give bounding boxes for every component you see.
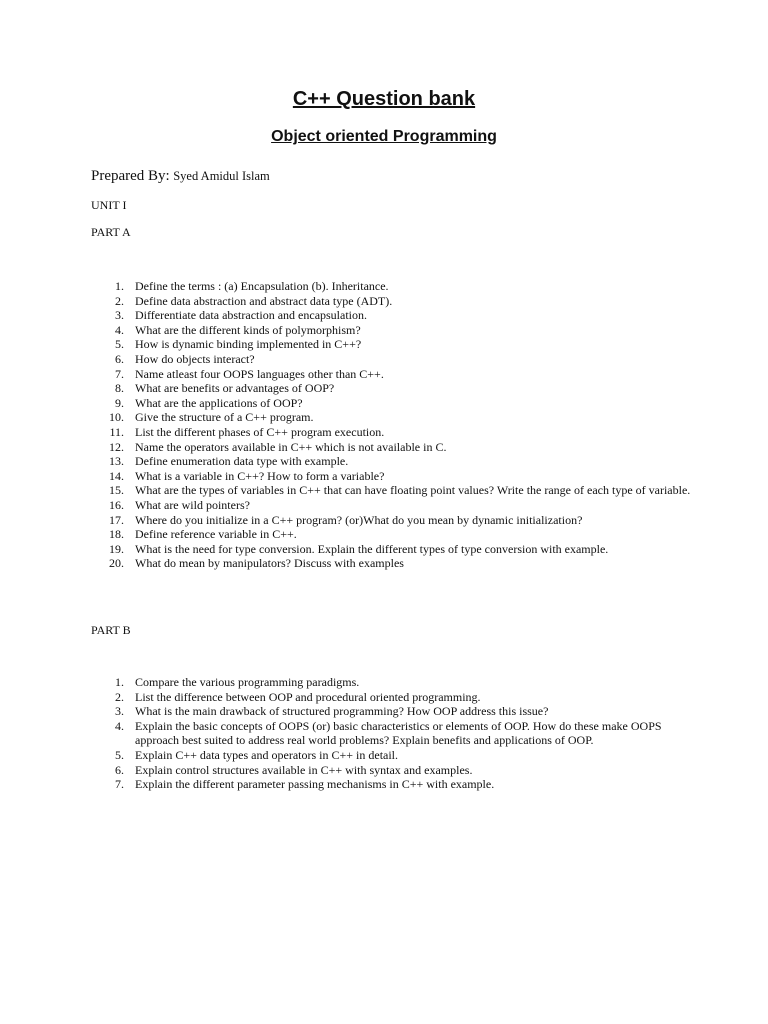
list-item bbox=[91, 323, 691, 338]
question-text: Explain the basic concepts of OOPS (or) basic characteristics or elements of OOP. How do these make OOPS approach best suited to address real world problems? Explain benefits and applications of OOP. bbox=[135, 718, 662, 748]
list-item bbox=[91, 763, 691, 778]
question-number: 15. bbox=[109, 483, 124, 498]
list-item bbox=[91, 542, 691, 557]
question-number: 9. bbox=[115, 395, 124, 410]
question-text: Where do you initialize in a C++ program? (or)What do you mean by dynamic initialization? bbox=[135, 512, 583, 527]
question-number: 4. bbox=[115, 322, 124, 337]
question-text: What are the applications of OOP? bbox=[135, 395, 303, 410]
question-text: What is a variable in C++? How to form a variable? bbox=[135, 468, 385, 483]
list-item bbox=[91, 367, 691, 382]
question-text: Explain the different parameter passing mechanisms in C++ with example. bbox=[135, 777, 495, 792]
question-text: What are the different kinds of polymorphism? bbox=[135, 322, 361, 337]
question-text: Define reference variable in C++. bbox=[135, 527, 297, 542]
part-a-question-list bbox=[91, 279, 691, 571]
question-number: 11. bbox=[109, 424, 124, 439]
question-text: Name atleast four OOPS languages other than C++. bbox=[135, 366, 384, 381]
question-text: Name the operators available in C++ which is not available in C. bbox=[135, 439, 447, 454]
list-item bbox=[91, 690, 691, 705]
question-text: What do mean by manipulators? Discuss with examples bbox=[135, 556, 404, 571]
list-item bbox=[91, 527, 691, 542]
question-number: 6. bbox=[115, 762, 124, 777]
question-number: 20. bbox=[109, 556, 124, 571]
question-text: What are the types of variables in C++ that can have floating point values? Write the range of each type of variable. bbox=[135, 483, 691, 498]
question-text: Define the terms : (a) Encapsulation (b). Inheritance. bbox=[135, 279, 389, 293]
question-text: List the difference between OOP and procedural oriented programming. bbox=[135, 689, 481, 704]
question-text: How is dynamic binding implemented in C++? bbox=[135, 337, 362, 352]
question-number: 12. bbox=[109, 439, 124, 454]
list-item bbox=[91, 294, 691, 309]
list-item bbox=[91, 308, 691, 323]
list-item bbox=[91, 410, 691, 425]
list-item bbox=[91, 440, 691, 455]
question-text: What are wild pointers? bbox=[135, 497, 250, 512]
question-number: 7. bbox=[115, 777, 124, 792]
list-item bbox=[91, 337, 691, 352]
question-text: What is the main drawback of structured programming? How OOP address this issue? bbox=[135, 704, 549, 719]
question-number: 10. bbox=[109, 410, 124, 425]
question-text: Explain C++ data types and operators in C++ in detail. bbox=[135, 747, 399, 762]
unit-heading: UNIT I bbox=[91, 198, 127, 212]
list-item bbox=[91, 719, 691, 748]
question-text: List the different phases of C++ program execution. bbox=[135, 424, 385, 439]
question-number: 1. bbox=[115, 279, 124, 293]
prepared-by-line bbox=[91, 167, 270, 186]
prepared-by-name: Syed Amidul Islam bbox=[173, 169, 270, 183]
list-item bbox=[91, 704, 691, 719]
question-number: 7. bbox=[115, 366, 124, 381]
question-number: 3. bbox=[115, 704, 124, 719]
prepared-by-label: Prepared By: bbox=[91, 168, 170, 184]
list-item bbox=[91, 352, 691, 367]
question-text: Define enumeration data type with example. bbox=[135, 454, 349, 469]
list-item bbox=[91, 425, 691, 440]
list-item bbox=[91, 777, 691, 792]
list-item bbox=[91, 396, 691, 411]
question-number: 3. bbox=[115, 308, 124, 323]
list-item bbox=[91, 279, 691, 294]
list-item bbox=[91, 556, 691, 571]
question-number: 1. bbox=[115, 675, 124, 689]
question-number: 6. bbox=[115, 351, 124, 366]
question-number: 8. bbox=[115, 381, 124, 396]
document-title: C++ Question bank bbox=[292, 88, 476, 110]
question-number: 2. bbox=[115, 293, 124, 308]
list-item bbox=[91, 675, 691, 690]
question-number: 14. bbox=[109, 468, 124, 483]
question-text: How do objects interact? bbox=[135, 351, 255, 366]
question-number: 19. bbox=[109, 541, 124, 556]
list-item bbox=[91, 498, 691, 513]
question-text: What are benefits or advantages of OOP? bbox=[135, 381, 335, 396]
list-item bbox=[91, 513, 691, 528]
question-number: 16. bbox=[109, 497, 124, 512]
part-a-heading: PART A bbox=[91, 225, 131, 239]
question-text: Differentiate data abstraction and encapsulation. bbox=[135, 308, 368, 323]
list-item bbox=[91, 469, 691, 484]
list-item bbox=[91, 381, 691, 396]
question-number: 5. bbox=[115, 747, 124, 762]
question-text: What is the need for type conversion. Explain the different types of type conversion with example. bbox=[135, 541, 609, 556]
question-number: 18. bbox=[109, 527, 124, 542]
question-number: 13. bbox=[109, 454, 124, 469]
question-text: Give the structure of a C++ program. bbox=[135, 410, 314, 425]
document-subtitle: Object oriented Programming bbox=[271, 128, 497, 145]
question-number: 17. bbox=[109, 512, 124, 527]
question-text: Compare the various programming paradigms. bbox=[135, 675, 360, 689]
question-text: Explain control structures available in C++ with syntax and examples. bbox=[135, 762, 473, 777]
part-b-heading: PART B bbox=[91, 623, 131, 637]
part-b-question-list bbox=[91, 675, 691, 792]
question-number: 4. bbox=[115, 718, 124, 733]
list-item bbox=[91, 483, 691, 498]
list-item bbox=[91, 748, 691, 763]
question-number: 2. bbox=[115, 689, 124, 704]
list-item bbox=[91, 454, 691, 469]
question-number: 5. bbox=[115, 337, 124, 352]
question-text: Define data abstraction and abstract data type (ADT). bbox=[135, 293, 393, 308]
